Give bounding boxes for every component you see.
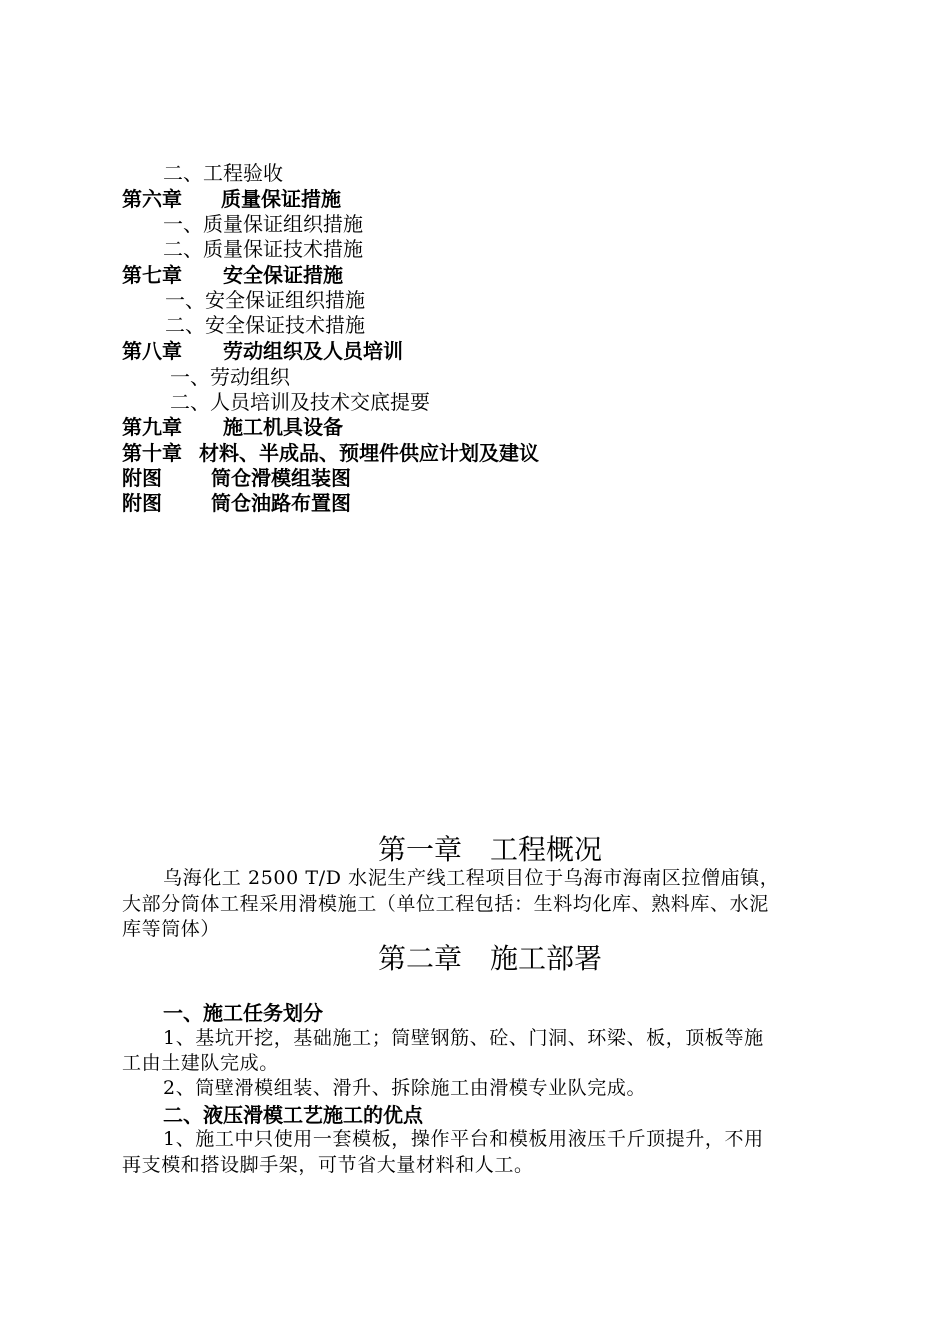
paragraph-line: 1、施工中只使用一套模板，操作平台和模板用液压千斤顶提升，不用 — [163, 1128, 764, 1150]
paragraph-line: 大部分筒体工程采用滑模施工（单位工程包括：生料均化库、熟料库、水泥 — [122, 893, 769, 915]
section-title: 一、施工任务划分 — [163, 1001, 323, 1025]
toc-chapter-title: 质量保证措施 — [221, 187, 341, 211]
chapter-heading: 第一章 工程概况 — [377, 833, 602, 866]
toc-chapter-number: 第八章 — [122, 339, 182, 363]
toc-appendix-2 — [122, 493, 351, 513]
toc-entry: 一、安全保证组织措施 — [165, 288, 365, 312]
toc-chapter-number: 第十章 — [122, 441, 182, 465]
toc-appendix-title: 筒仓滑模组装图 — [211, 466, 351, 490]
toc-chapter-8 — [122, 341, 403, 361]
paragraph-line: 再支模和搭设脚手架，可节省大量材料和人工。 — [122, 1154, 534, 1176]
toc-chapter-number: 第七章 — [122, 263, 182, 287]
toc-chapter-9 — [122, 417, 343, 437]
paragraph-line: 2、筒壁滑模组装、滑升、拆除施工由滑模专业队完成。 — [163, 1077, 647, 1099]
paragraph-line: 1、基坑开挖，基础施工；筒壁钢筋、砼、门洞、环梁、板，顶板等施 — [163, 1027, 764, 1049]
section-title: 二、液压滑模工艺施工的优点 — [163, 1103, 423, 1127]
toc-appendix-label: 附图 — [122, 466, 162, 490]
toc-chapter-title: 安全保证措施 — [223, 263, 343, 287]
toc-appendix-title: 筒仓油路布置图 — [211, 491, 351, 515]
toc-chapter-7 — [122, 265, 343, 285]
toc-appendix-1 — [122, 468, 351, 488]
toc-entry: 一、劳动组织 — [170, 365, 290, 389]
toc-entry: 二、工程验收 — [163, 161, 283, 185]
toc-entry: 二、质量保证技术措施 — [163, 237, 363, 261]
toc-entry: 二、安全保证技术措施 — [165, 313, 365, 337]
toc-chapter-title: 劳动组织及人员培训 — [223, 339, 403, 363]
toc-chapter-number: 第六章 — [122, 187, 182, 211]
paragraph-line: 工由土建队完成。 — [122, 1052, 279, 1074]
toc-appendix-label: 附图 — [122, 491, 162, 515]
paragraph-line: 乌海化工 2500 T/D 水泥生产线工程项目位于乌海市海南区拉僧庙镇， — [163, 867, 780, 889]
toc-chapter-title: 施工机具设备 — [223, 415, 343, 439]
paragraph-line: 库等筒体） — [122, 918, 221, 940]
toc-chapter-6 — [122, 189, 341, 209]
toc-chapter-title: 材料、半成品、预埋件供应计划及建议 — [199, 441, 539, 465]
toc-entry: 二、人员培训及技术交底提要 — [170, 390, 430, 414]
toc-chapter-10 — [122, 443, 539, 463]
chapter-heading: 第二章 施工部署 — [377, 942, 602, 975]
toc-entry: 一、质量保证组织措施 — [163, 212, 363, 236]
toc-chapter-number: 第九章 — [122, 415, 182, 439]
